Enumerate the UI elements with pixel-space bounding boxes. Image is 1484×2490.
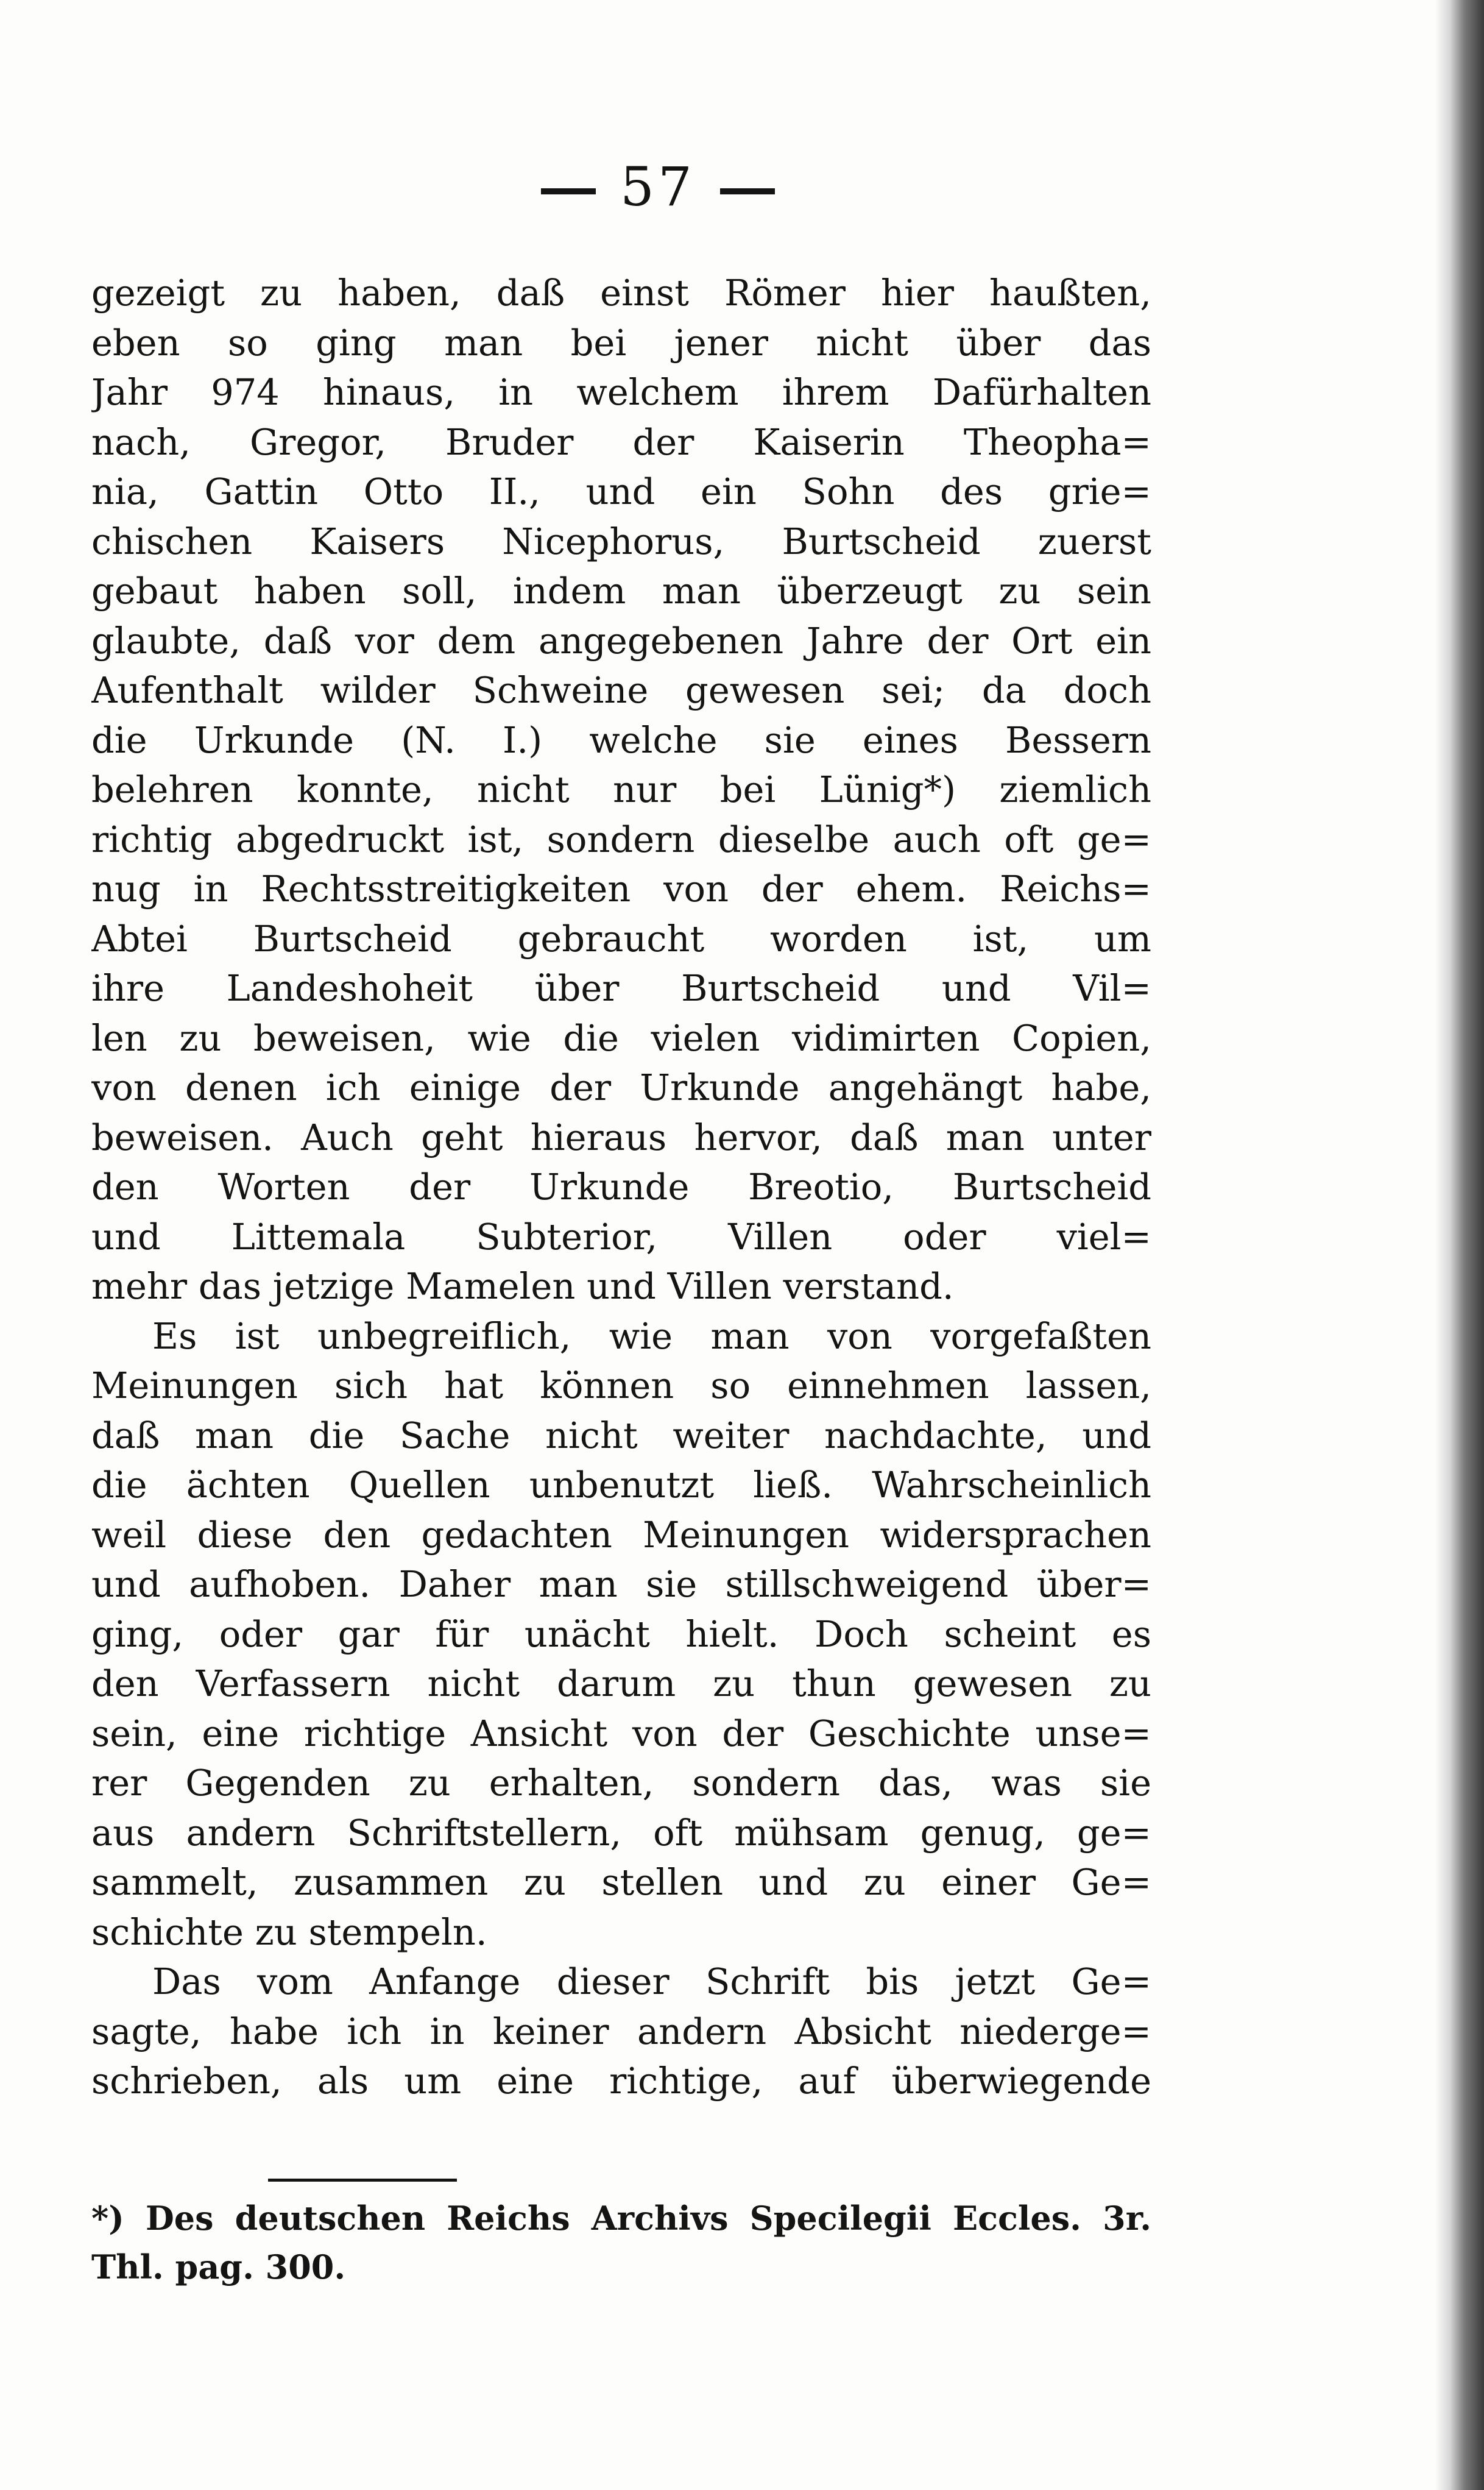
text-line: Jahr 974 hinaus, in welchem ihrem Dafürhalten (91, 371, 1151, 413)
text-line: mehr das jetzige Mamelen und Villen verstand. (91, 1265, 954, 1307)
book-spine-shadow (1435, 0, 1484, 2490)
text-line: sammelt, zusammen zu stellen und zu einer Ge= (91, 1861, 1151, 1903)
footnote-divider (268, 2179, 457, 2182)
text-line: ging, oder gar für unächt hielt. Doch scheint es (91, 1612, 1151, 1655)
text-line: schrieben, als um eine richtige, auf überwiegende (91, 2060, 1151, 2102)
text-line: aus andern Schriftstellern, oft mühsam genug, ge= (91, 1811, 1151, 1854)
text-line: weil diese den gedachten Meinungen widersprachen (91, 1513, 1151, 1556)
text-line: belehren konnte, nicht nur bei Lünig*) ziemlich (91, 768, 1151, 810)
text-line: chischen Kaisers Nicephorus, Burtscheid zuerst (91, 520, 1151, 562)
text-line: gebaut haben soll, indem man überzeugt zu sein (91, 570, 1151, 612)
footnote-line: Thl. pag. 300. (91, 2247, 346, 2286)
text-line: sein, eine richtige Ansicht von der Geschichte unse= (91, 1712, 1151, 1754)
text-line: von denen ich einige der Urkunde angehängt habe, (91, 1066, 1151, 1108)
text-line: den Worten der Urkunde Breotio, Burtscheid (91, 1166, 1151, 1208)
text-line: und aufhoben. Daher man sie stillschweigend über= (91, 1563, 1151, 1605)
text-line: Meinungen sich hat können so einnehmen lassen, (91, 1364, 1151, 1406)
text-line: ihre Landeshoheit über Burtscheid und Vil= (91, 967, 1151, 1009)
text-line: die Urkunde (N. I.) welche sie eines Bessern (91, 718, 1151, 761)
text-line: gezeigt zu haben, daß einst Römer hier haußten, (91, 272, 1151, 314)
text-line: schichte zu stempeln. (91, 1910, 487, 1953)
text-line: Es ist unbegreiflich, wie man von vorgefaßten (152, 1314, 1151, 1357)
dash-right (720, 188, 775, 194)
text-line: nach, Gregor, Bruder der Kaiserin Theopha= (91, 420, 1151, 463)
text-line: nug in Rechtsstreitigkeiten von der ehem. Reichs= (91, 868, 1151, 910)
text-line: len zu beweisen, wie die vielen vidimirten Copien, (91, 1016, 1151, 1059)
page-number: 57 (620, 155, 696, 218)
text-line: Aufenthalt wilder Schweine gewesen sei; da doch (91, 669, 1151, 711)
text-line: eben so ging man bei jener nicht über das (91, 321, 1151, 364)
footnote (91, 2194, 1151, 2291)
dash-left (541, 188, 596, 194)
text-line: richtig abgedruckt ist, sondern dieselbe auch oft ge= (91, 818, 1151, 860)
text-line: daß man die Sache nicht weiter nachdachte, und (91, 1414, 1151, 1456)
text-line: nia, Gattin Otto II., und ein Sohn des grie= (91, 470, 1151, 513)
text-line: sagte, habe ich in keiner andern Absicht niederge= (91, 2010, 1151, 2052)
text-line: glaubte, daß vor dem angegebenen Jahre der Ort ein (91, 619, 1151, 662)
text-line: Das vom Anfange dieser Schrift bis jetzt Ge= (152, 1960, 1151, 2002)
footnote-line: *) Des deutschen Reichs Archivs Specilegii Eccles. 3r. (91, 2199, 1151, 2238)
text-line: Abtei Burtscheid gebraucht worden ist, um (91, 917, 1151, 960)
text-line: die ächten Quellen unbenutzt ließ. Wahrscheinlich (91, 1464, 1151, 1506)
page-number-header (0, 155, 1316, 218)
text-line: beweisen. Auch geht hieraus hervor, daß man unter (91, 1116, 1151, 1158)
body-text (91, 268, 1151, 2106)
text-line: und Littemala Subterior, Villen oder viel= (91, 1215, 1151, 1258)
text-line: den Verfassern nicht darum zu thun gewesen zu (91, 1662, 1151, 1704)
text-line: rer Gegenden zu erhalten, sondern das, was sie (91, 1762, 1151, 1804)
